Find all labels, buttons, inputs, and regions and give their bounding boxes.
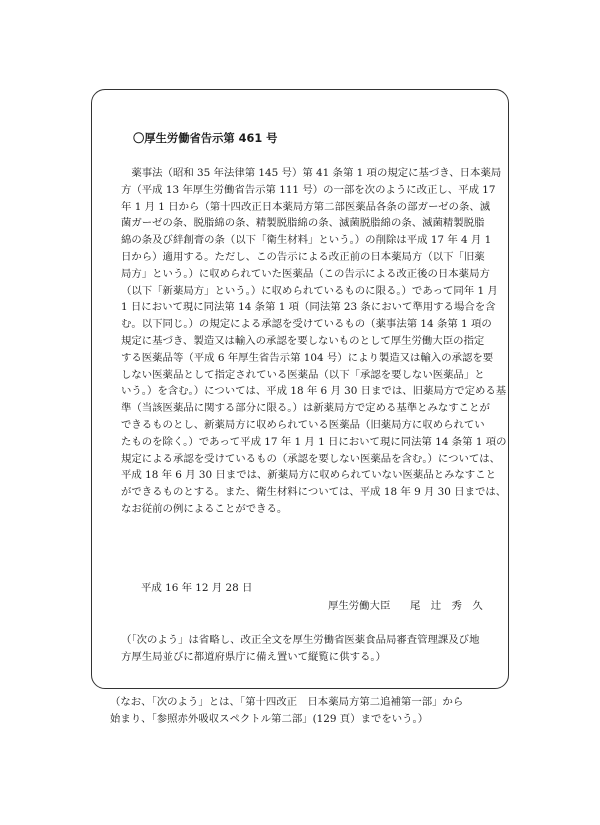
body-line: 規定による承認を受けているもの（承認を要しない医薬品を含む。）については、 bbox=[121, 452, 501, 465]
body-line: できるものとし、新薬局方に収められている医薬品（旧薬局方に収められてい bbox=[121, 418, 485, 431]
body-line: 方（平成 13 年厚生労働省告示第 111 号）の一部を次のように改正し、平成 17 bbox=[121, 183, 496, 196]
footnote-outside-line: （なお、「次のよう」とは、「第十四改正 日本薬局方第二追補第一部」から bbox=[110, 696, 464, 708]
body-line: 年 1 月 1 日から（第十四改正日本薬局方第二部医薬品各条の部ガーゼの条、滅 bbox=[121, 200, 491, 213]
notice-title: 〇厚生労働省告示第 461 号 bbox=[133, 132, 278, 145]
footnote-outside bbox=[110, 694, 510, 728]
footnote-inside-line: 方厚生局並びに都道府県庁に備え置いて縦覧に供する。） bbox=[121, 651, 386, 663]
body-line: （以下「新薬局方」という。）に収められているものに限る。）であって同年 1 月 bbox=[121, 284, 498, 297]
body-line: 1 日において現に同法第 14 条第 1 項（同法第 23 条において準用する場合を含 bbox=[121, 301, 496, 314]
body-line: 綿の条及び絆創膏の条（以下「衛生材料」という。）の削除は平成 17 年 4 月 1 bbox=[121, 234, 492, 247]
body-line: 平成 18 年 6 月 30 日までは、新薬局方に収められていない医薬品とみなすこと bbox=[121, 469, 496, 482]
body-line: む。以下同じ。）の規定による承認を受けているもの（薬事法第 14 条第 1 項の bbox=[121, 318, 492, 331]
notice-body bbox=[121, 165, 507, 518]
body-line: する医薬品等（平成 6 年厚生省告示第 104 号）により製造又は輸入の承認を要 bbox=[121, 351, 494, 364]
body-line: たものを除く。）であって平成 17 年 1 月 1 日において現に同法第 14 条第 1 項の bbox=[121, 435, 507, 448]
body-line: ができるものとする。また、衛生材料については、平成 18 年 9 月 30 日までは、 bbox=[121, 486, 507, 499]
body-line: 薬事法（昭和 35 年法律第 145 号）第 41 条第 1 項の規定に基づき、日本薬局 bbox=[121, 167, 502, 179]
notice-date: 平成 16 年 12 月 28 日 bbox=[141, 582, 253, 594]
footnote-inside bbox=[121, 632, 493, 666]
signature bbox=[328, 598, 483, 614]
body-line: なお従前の例によることができる。 bbox=[121, 502, 288, 515]
signer-title: 厚生労働大臣 bbox=[328, 600, 391, 612]
body-line: 日から）適用する。ただし、この告示による改正前の日本薬局方（以下「旧薬 bbox=[121, 250, 485, 263]
signer-name: 尾 辻 秀 久 bbox=[410, 600, 483, 612]
footnote-inside-line: （「次のよう」は省略し、改正全文を厚生労働省医薬食品局審査管理課及び地 bbox=[121, 634, 480, 646]
body-line: 菌ガーゼの条、脱脂綿の条、精製脱脂綿の条、滅菌脱脂綿の条、滅菌精製脱脂 bbox=[121, 217, 485, 230]
body-line: しない医薬品として指定されている医薬品（以下「承認を要しない医薬品」と bbox=[121, 368, 485, 381]
body-line: 規定に基づき、製造又は輸入の承認を要しないものとして厚生労働大臣の指定 bbox=[121, 334, 485, 347]
body-line: 局方」という。）に収められていた医薬品（この告示による改正後の日本薬局方 bbox=[121, 267, 490, 280]
body-line: 準（当該医薬品に関する部分に限る。）は新薬局方で定める基準とみなすことが bbox=[121, 402, 490, 415]
footnote-outside-line: 始まり、「参照赤外吸収スペクトル第二部」(129 頁）までをいう。） bbox=[110, 713, 429, 725]
body-line: いう。）を含む。）については、平成 18 年 6 月 30 日までは、旧薬局方で定める基 bbox=[121, 385, 507, 398]
